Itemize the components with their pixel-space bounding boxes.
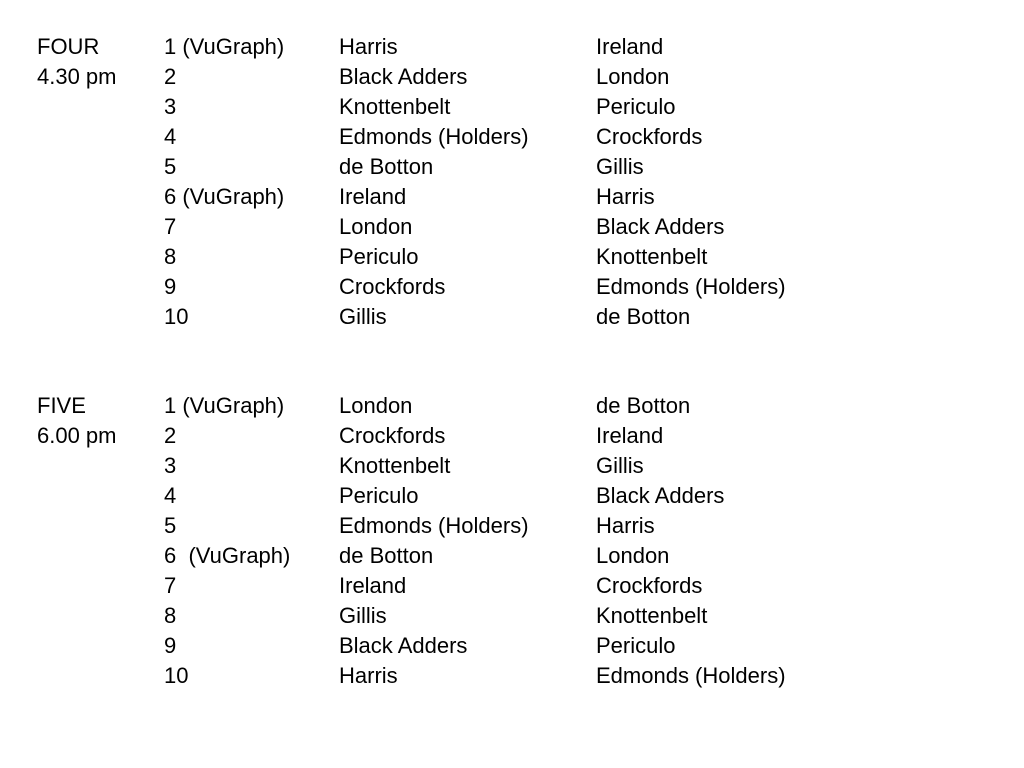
table-number: 2 <box>164 423 177 448</box>
table-number: 5 <box>164 513 177 538</box>
match-row <box>0 272 1024 302</box>
team-b: Edmonds (Holders) <box>596 663 786 688</box>
team-b: Knottenbelt <box>596 244 708 269</box>
team-b: Periculo <box>596 633 676 658</box>
team-a: London <box>339 393 413 418</box>
team-a: Gillis <box>339 304 387 329</box>
match-row <box>0 601 1024 631</box>
team-b: London <box>596 543 670 568</box>
match-row <box>0 122 1024 152</box>
table-number: 7 <box>164 573 177 598</box>
team-a: Edmonds (Holders) <box>339 124 529 149</box>
table-number: 2 <box>164 64 177 89</box>
team-a: Crockfords <box>339 274 446 299</box>
match-row <box>0 421 1024 451</box>
team-b: Crockfords <box>596 124 703 149</box>
match-row <box>0 571 1024 601</box>
table-number: 10 <box>164 663 189 688</box>
match-row <box>0 152 1024 182</box>
match-row <box>0 631 1024 661</box>
team-a: Black Adders <box>339 64 468 89</box>
team-a: de Botton <box>339 543 434 568</box>
team-a: Periculo <box>339 244 419 269</box>
team-b: Crockfords <box>596 573 703 598</box>
session-title: FIVE <box>37 393 86 418</box>
team-b: Periculo <box>596 94 676 119</box>
table-number: 9 <box>164 633 177 658</box>
match-row <box>0 302 1024 332</box>
team-b: Ireland <box>596 34 664 59</box>
match-row <box>0 541 1024 571</box>
team-a: Periculo <box>339 483 419 508</box>
team-a: Edmonds (Holders) <box>339 513 529 538</box>
team-a: de Botton <box>339 154 434 179</box>
table-number: 8 <box>164 603 177 628</box>
session-time: 4.30 pm <box>37 64 117 89</box>
session-title: FOUR <box>37 34 100 59</box>
table-number: 10 <box>164 304 189 329</box>
session-time: 6.00 pm <box>37 423 117 448</box>
team-b: de Botton <box>596 304 691 329</box>
team-b: de Botton <box>596 393 691 418</box>
team-a: Crockfords <box>339 423 446 448</box>
team-a: Knottenbelt <box>339 453 451 478</box>
table-number: 3 <box>164 453 177 478</box>
match-row <box>0 212 1024 242</box>
match-row <box>0 481 1024 511</box>
table-number: 6 (VuGraph) <box>164 543 291 568</box>
table-number: 1 (VuGraph) <box>164 393 285 418</box>
team-b: London <box>596 64 670 89</box>
table-number: 7 <box>164 214 177 239</box>
team-b: Black Adders <box>596 214 725 239</box>
team-b: Harris <box>596 513 655 538</box>
match-row <box>0 62 1024 92</box>
team-a: Gillis <box>339 603 387 628</box>
team-a: Knottenbelt <box>339 94 451 119</box>
team-b: Gillis <box>596 154 644 179</box>
match-row <box>0 32 1024 62</box>
table-number: 4 <box>164 124 177 149</box>
team-b: Ireland <box>596 423 664 448</box>
match-row <box>0 391 1024 421</box>
team-b: Black Adders <box>596 483 725 508</box>
match-row <box>0 182 1024 212</box>
table-number: 6 (VuGraph) <box>164 184 285 209</box>
table-number: 3 <box>164 94 177 119</box>
team-a: Harris <box>339 34 398 59</box>
table-number: 4 <box>164 483 177 508</box>
team-a: Ireland <box>339 573 407 598</box>
match-list <box>0 32 1024 332</box>
table-number: 5 <box>164 154 177 179</box>
table-number: 9 <box>164 274 177 299</box>
match-row <box>0 92 1024 122</box>
team-a: Black Adders <box>339 633 468 658</box>
team-b: Knottenbelt <box>596 603 708 628</box>
match-list <box>0 391 1024 691</box>
team-a: Ireland <box>339 184 407 209</box>
table-number: 1 (VuGraph) <box>164 34 285 59</box>
match-row <box>0 242 1024 272</box>
team-b: Edmonds (Holders) <box>596 274 786 299</box>
team-a: Harris <box>339 663 398 688</box>
match-row <box>0 451 1024 481</box>
match-row <box>0 661 1024 691</box>
team-b: Gillis <box>596 453 644 478</box>
table-number: 8 <box>164 244 177 269</box>
team-b: Harris <box>596 184 655 209</box>
match-row <box>0 511 1024 541</box>
team-a: London <box>339 214 413 239</box>
